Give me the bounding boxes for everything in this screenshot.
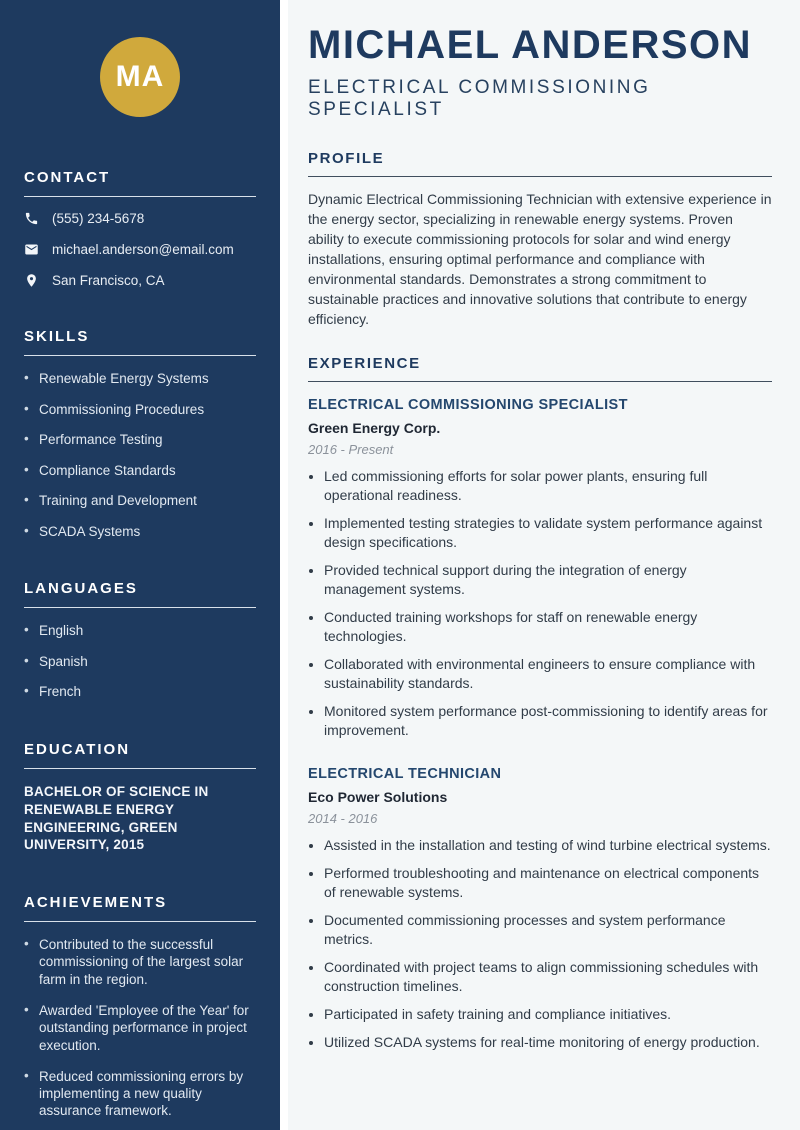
experience-section (308, 355, 772, 1052)
job-bullet: • Documented commissioning processes and system performance metrics. (324, 911, 772, 949)
job-bullet: • Conducted training workshops for staff on renewable energy technologies. (324, 608, 772, 646)
achievement-item: • Contributed to the successful commissioning of the largest solar farm in the region. (24, 936, 256, 988)
experience-job (308, 397, 772, 740)
sidebar-main-divider (280, 0, 288, 1130)
job-bullets (308, 467, 772, 740)
job-company: Eco Power Solutions (308, 789, 448, 805)
profile-heading: PROFILE (308, 150, 772, 177)
language-item: • French (24, 683, 256, 701)
education-degree: BACHELOR OF SCIENCE IN RENEWABLE ENERGY ENGINEERING, GREEN UNIVERSITY, 2015 (24, 783, 209, 853)
job-bullet: • Monitored system performance post-commissioning to identify areas for improvement. (324, 702, 772, 740)
achievement-item: • Reduced commissioning errors by implementing a new quality assurance framework. (24, 1068, 256, 1120)
achievement-item: • Awarded 'Employee of the Year' for outstanding performance in project execution. (24, 1002, 256, 1054)
achievements-section (24, 894, 256, 1119)
job-bullet: • Provided technical support during the integration of energy management systems. (324, 561, 772, 599)
languages-heading: LANGUAGES (24, 580, 256, 608)
job-title: ELECTRICAL TECHNICIAN (308, 766, 502, 782)
skill-item: • Commissioning Procedures (24, 401, 256, 419)
skill-item: • Training and Development (24, 492, 256, 510)
job-bullet: • Implemented testing strategies to validate system performance against design specifications. (324, 514, 772, 552)
profile-text: Dynamic Electrical Commissioning Technician with extensive experience in the energy sector, specializing in renewable energy systems. Proven ability to execute commissioning protocols for solar and wind energy installations, ensuring optimal performance and compliance with environmental standards. Demonstrates a strong commitment to sustainable practices and innovative solutions that contribute to energy efficiency. (308, 191, 772, 327)
email-icon (24, 242, 39, 257)
sidebar (0, 0, 280, 1130)
contact-location-row (24, 273, 256, 288)
job-bullet: • Coordinated with project teams to align commissioning schedules with construction timelines. (324, 958, 772, 996)
job-bullet: • Utilized SCADA systems for real-time monitoring of energy production. (324, 1033, 772, 1052)
language-item: • English (24, 622, 256, 640)
skill-item: • SCADA Systems (24, 523, 256, 541)
job-bullet: • Performed troubleshooting and maintenance on electrical components of renewable systems. (324, 864, 772, 902)
experience-job (308, 766, 772, 1052)
job-bullets (308, 836, 772, 1052)
job-bullet: • Led commissioning efforts for solar power plants, ensuring full operational readiness. (324, 467, 772, 505)
education-heading: EDUCATION (24, 741, 256, 769)
skill-item: • Renewable Energy Systems (24, 370, 256, 388)
avatar-initials: MA (115, 60, 165, 93)
job-bullet: • Assisted in the installation and testing of wind turbine electrical systems. (324, 836, 772, 855)
skills-heading: SKILLS (24, 328, 256, 356)
job-dates: 2016 - Present (308, 442, 394, 457)
job-bullet: • Participated in safety training and compliance initiatives. (324, 1005, 772, 1024)
achievements-list (24, 936, 256, 1119)
job-bullet: • Collaborated with environmental engineers to ensure compliance with sustainability standards. (324, 655, 772, 693)
contact-email: michael.anderson@email.com (52, 242, 234, 257)
languages-list (24, 622, 256, 701)
contact-location: San Francisco, CA (52, 273, 165, 288)
experience-heading: EXPERIENCE (308, 355, 772, 382)
contact-section (24, 169, 256, 288)
person-name: MICHAEL ANDERSON (308, 23, 753, 67)
achievements-heading: ACHIEVEMENTS (24, 894, 256, 922)
job-title: ELECTRICAL COMMISSIONING SPECIALIST (308, 397, 628, 413)
contact-phone-row (24, 211, 256, 226)
skills-section (24, 328, 256, 540)
education-section (24, 741, 256, 854)
skill-item: • Performance Testing (24, 431, 256, 449)
contact-heading: CONTACT (24, 169, 256, 197)
skills-list (24, 370, 256, 540)
job-company: Green Energy Corp. (308, 420, 441, 436)
job-dates: 2014 - 2016 (308, 811, 378, 826)
contact-phone: (555) 234-5678 (52, 211, 145, 226)
location-icon (24, 273, 39, 288)
language-item: • Spanish (24, 653, 256, 671)
languages-section (24, 580, 256, 701)
avatar (100, 37, 180, 117)
skill-item: • Compliance Standards (24, 462, 256, 480)
phone-icon (24, 211, 39, 226)
main-content (288, 0, 800, 1130)
contact-list (24, 211, 256, 288)
contact-email-row (24, 242, 256, 257)
profile-section (308, 150, 772, 329)
person-title: ELECTRICAL COMMISSIONING SPECIALIST (308, 77, 651, 120)
